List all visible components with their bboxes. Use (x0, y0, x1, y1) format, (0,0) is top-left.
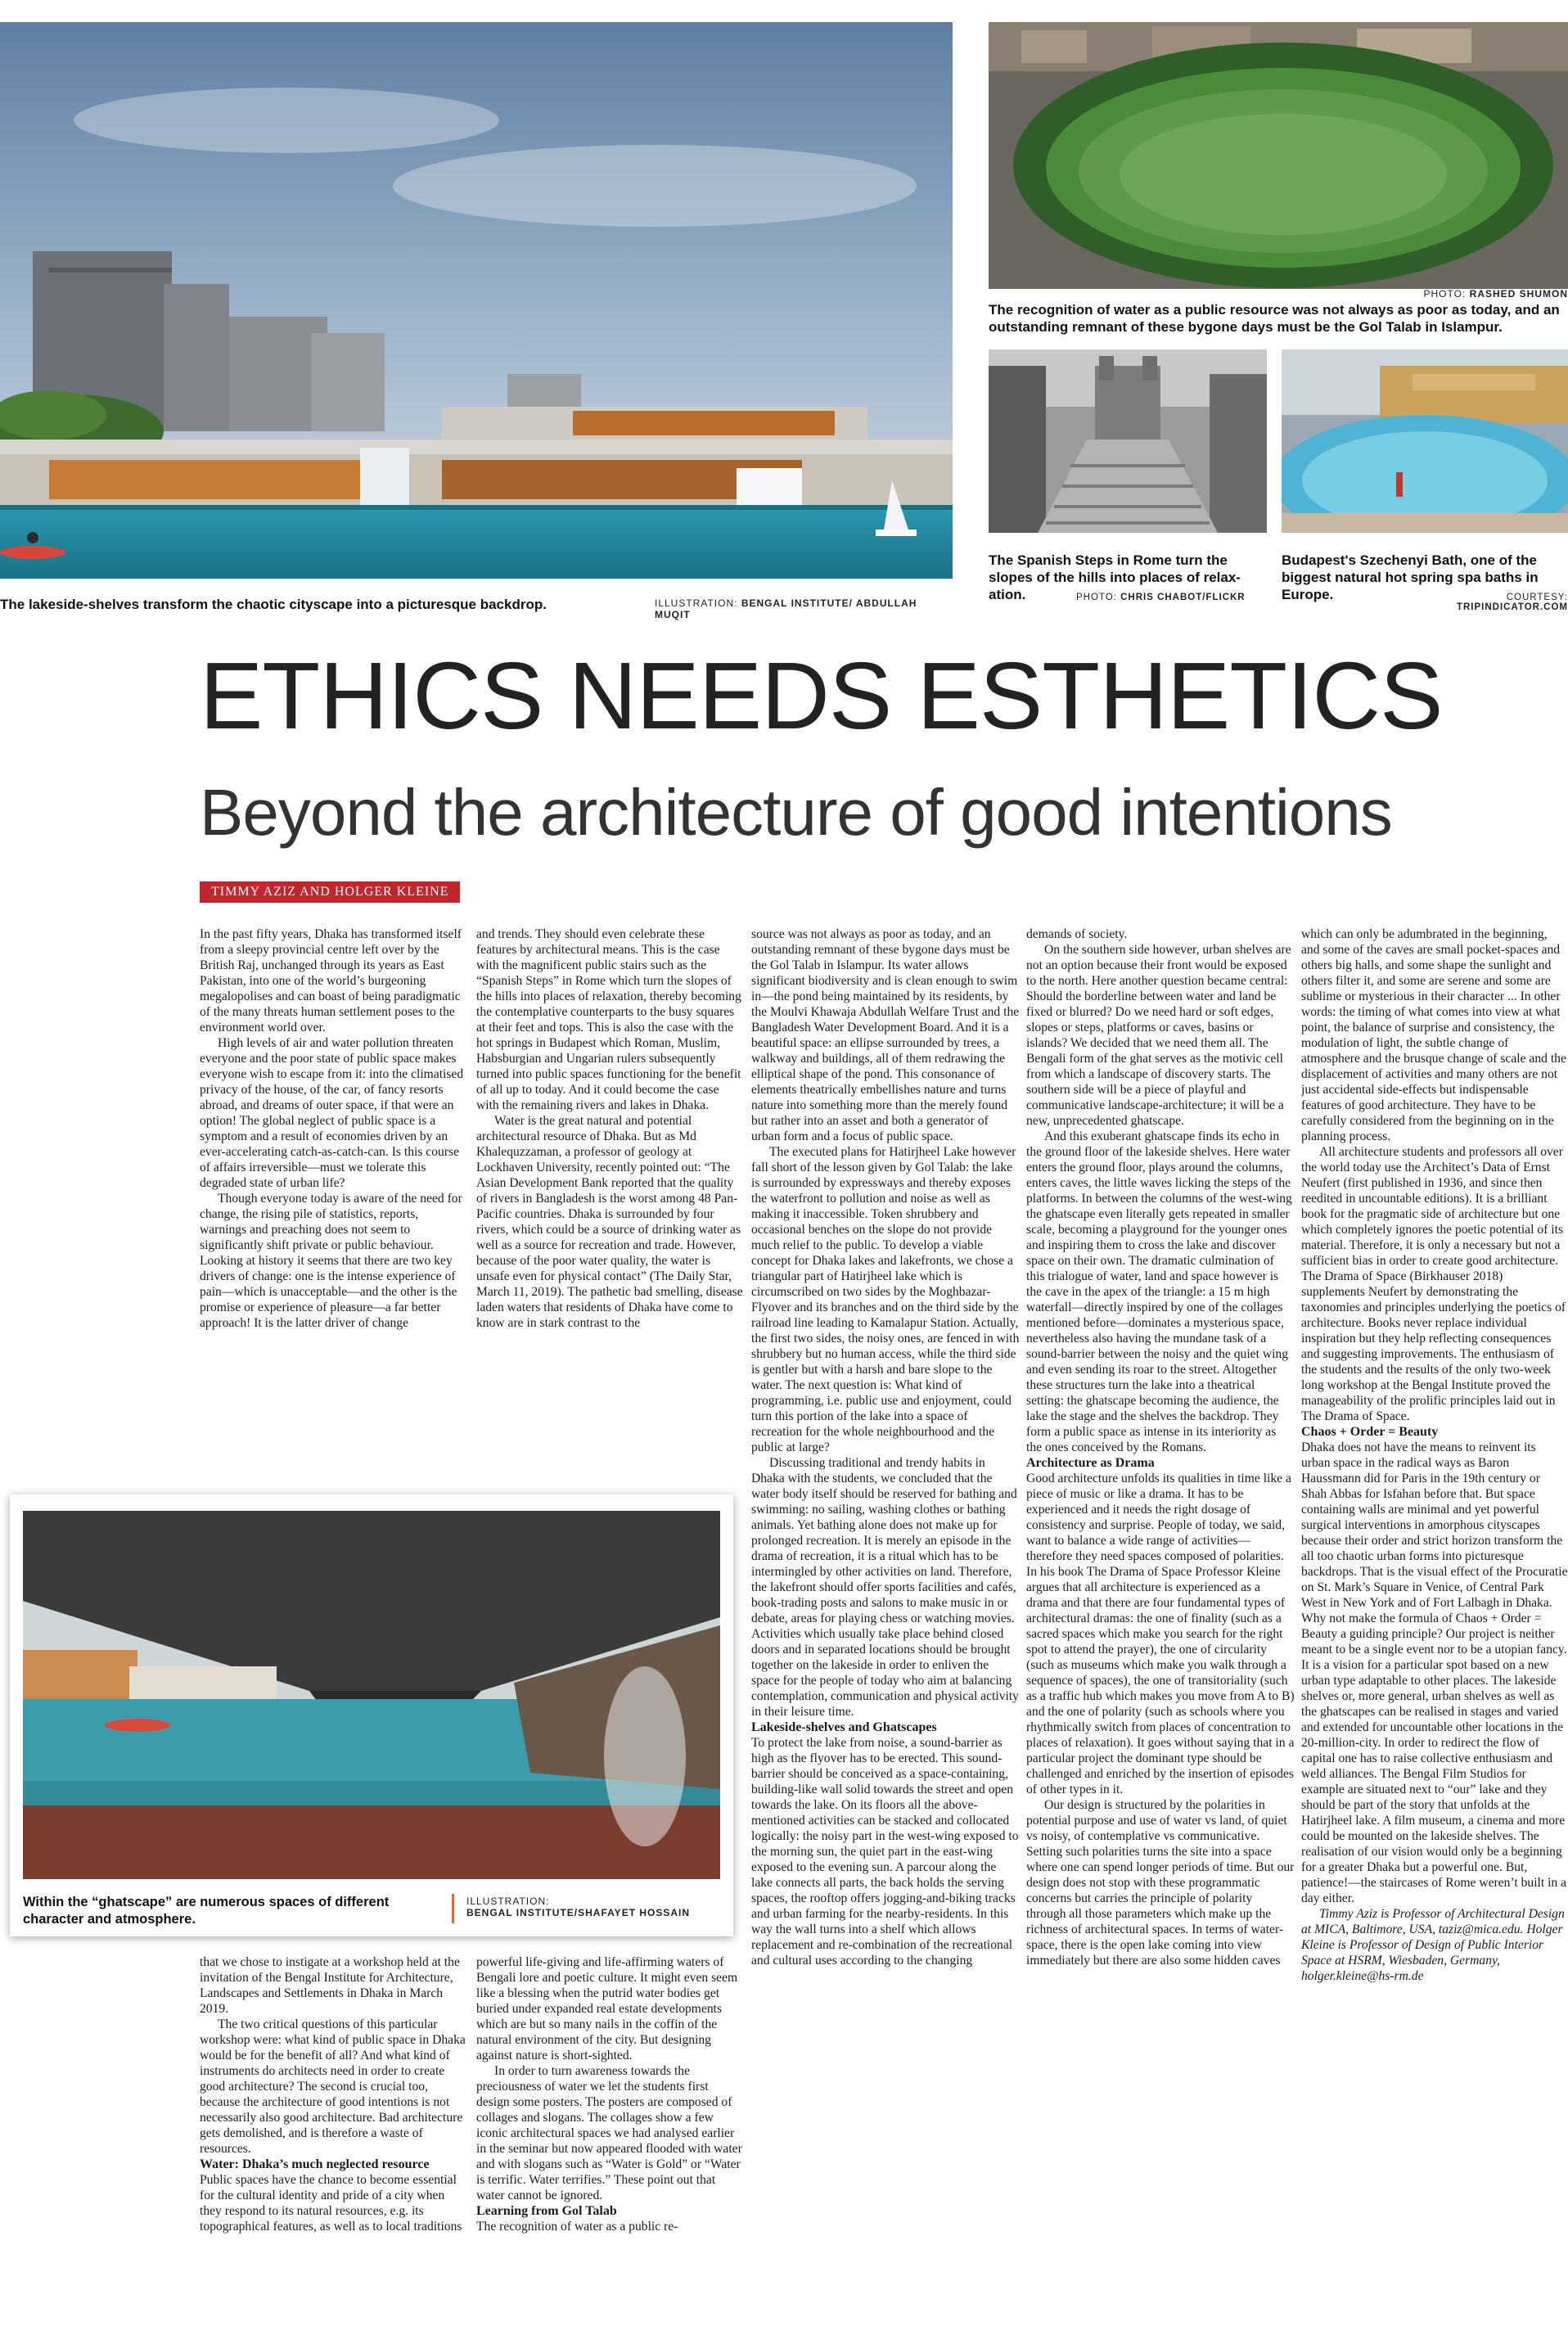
paragraph: Public spaces have the chance to become essential for the cultural identity and pride of a city when they respond to its natural resources, e.g. its topographical features, as well as to local traditions (200, 2173, 462, 2234)
ghatscape-credit (466, 1895, 728, 1918)
paragraph: which can only be adumbrated in the beginning, and some of the caves are small pocket-spaces and others big halls, and some shape the sunlight and others filter it, and some are serene and some are sublime or mysterious in their character ... In other words: the timing of what comes into view at what point, the balance of surprise and consistency, the modulation of light, the subtle change of atmosphere and the brusque change of scale and the displacement of activities and many others are not just accidental side-effects but indispensable features of good architecture. They have to be carefully considered from the beginning on in the planning process. (1301, 927, 1566, 1143)
byline: TIMMY AZIZ AND HOLGER KLEINE (200, 881, 460, 903)
column-1-top (200, 926, 468, 1485)
gol-talab-credit-label: PHOTO: (1423, 288, 1467, 300)
spanish-steps-scene (989, 349, 1267, 533)
lakeside-scene (0, 22, 953, 579)
paragraph: The executed plans for Hatirjheel Lake however fall short of the lesson given by Gol Talab: the lake is surrounded by expressways and thereby exposes the waterfront to pollution and noise as well as making it inaccessible. Token shrubbery and occasional benches on the slope do not provide much relief to the public. To develop a viable concept for Dhaka lakes and lakefronts, we chose a triangular part of Hatirjheel lake which is circumscribed on two sides by the Moghbazar-Flyover and its branches and on the third side by the railroad line leading to Kamalapur Station. Actually, the first two sides, the noisy ones, are fenced in with shrubbery but no human access, while the third side is gentler but with a harsh and bare slope to the water. The next question is: What kind of programming, i.e. public use and enjoyment, could turn this portion of the lake into a space of recreation for the whole neighbourhood and the public at large? (751, 1145, 1020, 1454)
paragraph: The recognition of water as a public re- (476, 2220, 678, 2234)
column-2-top (476, 926, 745, 1485)
column-1-bottom (200, 1954, 468, 2331)
subheading-architecture-as-drama: Architecture as Drama (1026, 1456, 1155, 1470)
gol-talab-photo (989, 22, 1568, 289)
author-bio: Timmy Aziz is Professor of Architectural Design at MICA, Baltimore, USA, taziz@mica.edu. Holger Kleine is Professor of Design of Public Interior Space at HSRM, Wiesbaden, Germany, holger.kleine@hs-rm.de (1301, 1907, 1565, 1983)
subheading-water: Water: Dhaka’s much neglected resource (200, 2157, 430, 2171)
subheadline: Beyond the architecture of good intentions (200, 776, 1392, 849)
lakeside-caption: The lakeside-shelves transform the chaotic cityscape into a picturesque backdrop. (0, 597, 547, 612)
caption-divider (452, 1894, 454, 1923)
subheading-gol-talab: Learning from Gol Talab (476, 2204, 617, 2218)
gol-talab-caption: The recognition of water as a public resource was not always as poor as today, and an outstanding remnant of these bygone days must be the Gol Talab in Islampur. (989, 302, 1560, 335)
paragraph: demands of society. (1026, 927, 1128, 941)
budapest-credit-name: TRIPINDICATOR.COM (1456, 602, 1568, 612)
budapest-bath-scene (1282, 349, 1568, 533)
lakeside-credit-name: BENGAL INSTITUTE/ ABDULLAH MUQIT (655, 597, 917, 620)
column-3 (751, 926, 1020, 2331)
gol-talab-credit (1391, 288, 1568, 300)
ghatscape-credit-name: BENGAL INSTITUTE/SHAFAYET HOSSAIN (466, 1907, 691, 1918)
spanish-steps-photo (989, 349, 1267, 533)
spanish-steps-credit-label: PHOTO: (1076, 593, 1117, 602)
spanish-steps-credit (1076, 593, 1273, 602)
lakeside-shelves-illustration (0, 22, 953, 579)
ghatscape-caption: Within the “ghatscape” are numerous spaces of different character and atmosphere. (23, 1895, 390, 1927)
lakeside-credit (655, 597, 953, 620)
spanish-steps-credit-name: CHRIS CHABOT/FLICKR (1120, 593, 1246, 602)
column-4 (1026, 926, 1295, 2331)
paragraph: High levels of air and water pollution threaten everyone and the poor state of public space makes everyone wish to escape from it: into the climatised privacy of the house, of the car, of fancy resorts abroad, and dreams of outer space, if that were an option! The global neglect of public space is a symptom and a result of economies driven by an ever-accelerating catch-as-catch-can. Is this course of affairs irreversible—must we tolerate this degraded state of urban life? (200, 1036, 464, 1190)
paragraph: Water is the great natural and potential architectural resource of Dhaka. But as Md Khalequzzaman, a professor of geology at Lockhaven University, recently pointed out: “The Asian Development Bank reported that the quality of rivers in Bangladesh is the worst among 48 Pan-Pacific countries. Dhaka is surrounded by four rivers, which could be a source of drinking water as well as a source for recreation and trade. However, because of the poor water quality, the water is unsafe even for physical contact” (The Daily Star, March 11, 2019). The pathetic bad smelling, disease laden waters that residents of Dhaka have come to know are in stark contrast to the (476, 1114, 743, 1330)
lakeside-credit-label: ILLUSTRATION: (655, 597, 738, 609)
ghatscape-illustration (23, 1511, 720, 1879)
paragraph: that we chose to instigate at a workshop held at the invitation of the Bengal Institute for Architecture, Landscapes and Settlements in Dhaka in March 2019. (200, 1955, 460, 2016)
paragraph: Good architecture unfolds its qualities in time like a piece of music or like a drama. It has to be experienced and it needs the right dosage of consistency and surprise. People of today, we said, want to balance a wide range of activities—therefore they need spaces composed of polarities. In his book The Drama of Space Professor Kleine argues that all architecture is experienced as a drama and that there are four fundamental types of architectural dramas: the one of finality (such as a sacred spaces which make you search for the right spot to attend the prayer), the one of circularity (such as museums which make you walk through a sequence of spaces), the one of transitoriality (such as a traffic hub which makes you move from A to B) and the one of polarity (such as schools where you rhythmically switch from places of concentration to places of relaxation). It goes without saying that in a particular project the dominant type should be challenged and enriched by the insertion of episodes of other types in it. (1026, 1472, 1295, 1796)
paragraph: In the past fifty years, Dhaka has transformed itself from a sleepy provincial centre left over by the British Raj, unchanged through its years as East Pakistan, into one of the world’s burgeoning megalopolises and can boast of being paradigmatic of the many threats human settlement poses to the environment world over. (200, 927, 462, 1035)
paragraph: Dhaka does not have the means to reinvent its urban space in the radical ways as Baron Haussmann did for Paris in the 19th century or Shah Abbas for Isfahan before that. But space containing walls are minimal and yet powerful surgical interventions in amorphous cityscapes because their order and strict horizon transform the all too chaotic urban forms into picturesque backdrops. That is the visual effect of the Procuratie on St. Mark’s Square in Venice, of Central Park West in New York and of Fort Lalbagh in Dhaka. Why not make the formula of Chaos + Order = Beauty a guiding principle? Our project is neither meant to be a single event nor to be a utopian fancy. It is a vision for a particular spot based on a new urban type adaptable to other places. The lakeside shelves or, more general, urban shelves as well as the ghatscapes can be realised in stages and varied and extended for uncountable other locations in the 20-million-city. In order to redirect the flow of capital one has to raise collective enthusiasm and weld alliances. The Bengal Film Studios for example are situated next to “our” lake and they should be part of the story that unfolds at the Hatirjheel lake. A film museum, a cinema and more could be mounted on the lakeside shelves. The realisation of our vision would only be a beginning for a greater Dhaka but a powerful one. But, patience!—the staircases of Rome weren’t built in a day either. (1301, 1440, 1568, 1905)
paragraph: On the southern side however, urban shelves are not an option because their front would be exposed to the north. Here another question became central: Should the borderline between water and land be fixed or blurred? Do we need hard or soft edges, slopes or steps, platforms or caves, basins or islands? We decided that we need them all. The Bengali form of the ghat serves as the motivic cell from which a landscape of discovery starts. The southern side will be a piece of playful and communicative landscape-architecture; it will be a new, unprecedented ghatscape. (1026, 943, 1291, 1128)
paragraph: and trends. They should even celebrate these features by architectural means. This is the case with the magnificent public stairs such as the “Spanish Steps” in Rome which turn the slopes of the hills into places of relaxation, thereby becoming the contemplative counterparts to the busy squares at their feet and tops. This is also the case with the hot springs in Budapest which Roman, Muslim, Habsburgian and Ungarian rulers subsequently turned into public spaces functioning for the benefit of all up to today. And it could become the case with the remaining rivers and lakes in Dhaka. (476, 927, 741, 1112)
paragraph: In order to turn awareness towards the preciousness of water we let the students first design some posters. The posters are composed of collages and slogans. The collages show a few iconic architectural spaces we had analysed earlier in the seminar but now appeared flooded with water and with slogans such as “Water is Gold” or “Water is terrific. Water terrifies.” These point out that water cannot be ignored. (476, 2064, 742, 2202)
spanish-steps-caption: The Spanish Steps in Rome turn the slopes of the hills into places of relax- ation. (989, 552, 1241, 602)
ghatscape-scene (23, 1511, 720, 1879)
subheading-chaos-order-beauty: Chaos + Order = Beauty (1301, 1425, 1439, 1439)
budapest-credit (1404, 593, 1568, 612)
budapest-credit-label: COURTESY: (1506, 593, 1568, 602)
paragraph: To protect the lake from noise, a sound-barrier as high as the flyover has to be erected. This sound-barrier should be conceived as a space-containing, building-like wall solid towards the street and open towards the lake. On its floors all the above-mentioned activities can be stacked and collocated logically: the noisy part in the west-wing exposed to the morning sun, the quiet part in the east-wing exposed to the evening sun. A parcour along the lake connects all parts, the back holds the serving spaces, the rooftop offers jogging-and-biking tracks and urban farming for the nearby-residents. In this way the wall turns into a shelf which allows replacement and re-combination of the recreational and cultural uses according to the changing (751, 1736, 1019, 1968)
gol-talab-scene (989, 22, 1568, 289)
ghatscape-credit-label: ILLUSTRATION: (466, 1895, 550, 1907)
paragraph: source was not always as poor as today, and an outstanding remnant of these bygone days must be the Gol Talab in Islampur. Its water allows significant biodiversity and is clean enough to swim in—the pond being maintained by its residents, by the Moulvi Khawaja Abdullah Welfare Trust and the Bangladesh Water Development Board. And it is a beautiful space: an ellipse surrounded by trees, a walkway and buildings, all of them redrawing the elliptical shape of the pond. This consonance of elements theatrically embellishes nature and turns nature into something more than the merely found but rather into an asset and both a generator of urban form and a focus of public space. (751, 927, 1020, 1143)
column-5 (1301, 926, 1568, 2331)
paragraph: And this exuberant ghatscape finds its echo in the ground floor of the lakeside shelves. Here water enters the ground floor, plays around the columns, enters caves, the little waves licking the steps of the platforms. In between the columns of the west-wing the ghatscape even literally gets repeated in smaller scale, becoming a playground for the younger ones and inspiring them to cross the lake and discover space on their own. The dramatic culmination of this trialogue of water, land and space however is the cave in the apex of the triangle: a 15 m high waterfall—directly inspired by one of the collages mentioned before—dominates a mysterious space, nevertheless also having the mundane task of a sound-barrier between the noisy and the quiet wing and even sending its roar to the street. Altogether these structures turn the lake into a theatrical setting: the ghatscape becoming the audience, the lake the stage and the shelves the backdrop. They form a public space as intense in its interiority as the ones conceived by the Romans. (1026, 1129, 1292, 1454)
column-2-bottom (476, 1954, 745, 2331)
paragraph: Our design is structured by the polarities in potential purpose and use of water vs land, of quiet vs noisy, of contemplative vs communicative. Setting such polarities turns the site into a space where one can spend longer periods of time. But our design does not stop with these programmatic concerns but carries the principle of polarity through all those parameters which make up the richness of architectural spaces. In terms of water-space, there is the open lake coming into view immediately but there are also some hidden caves (1026, 1798, 1295, 1968)
paragraph: All architecture students and professors all over the world today use the Architect’s Data of Ernst Neufert (first published in 1936, and since then reedited in uncountable editions). It is a brilliant book for the pragmatic side of architecture but one which completely ignores the poetic potential of its material. Therefore, it is only a necessary but not a sufficient bias in order to create good architecture. The Drama of Space (Birkhauser 2018) supplements Neufert by demonstrating the taxonomies and principles underlying the poetics of architecture. Books never replace individual inspiration but they help reflecting consequences and suggesting improvements. The enthusiasm of the students and the results of the only two-week long workshop at the Bengal Institute proved the manageability of the prolific principles laid out in The Drama of Space. (1301, 1145, 1566, 1423)
gol-talab-credit-name: RASHED SHUMON (1469, 288, 1568, 300)
budapest-bath-photo (1282, 349, 1568, 533)
headline: ETHICS NEEDS ESTHETICS (200, 642, 1443, 749)
ghatscape-inset (10, 1494, 733, 1936)
budapest-caption: Budapest's Szechenyi Bath, one of the biggest natural hot spring spa baths in Europe. (1282, 552, 1539, 602)
subheading-lakeside-shelves: Lakeside-shelves and Ghatscapes (751, 1720, 937, 1734)
paragraph: powerful life-giving and life-affirming waters of Bengali lore and poetic culture. It might even seem like a blessing when the putrid water bodies get buried under expanded real estate developments which are but so many nails in the coffin of the natural environment of the city. But designing against nature is short-sighted. (476, 1955, 738, 2062)
paragraph: Discussing traditional and trendy habits in Dhaka with the students, we concluded that the water body itself should be reserved for bathing and swimming: no sailing, washing clothes or bathing animals. Yet bathing alone does not make up for prolonged recreation. It is merely an episode in the drama of recreation, it is a ritual which has to be intermingled by other activities on land. Therefore, the lakefront should offer sports facilities and cafés, book-trading posts and salons to make music in or debate, areas for playing chess or watching movies. Activities which usually take place behind closed doors and in separated locations should be brought together on the lakeside in order to enliven the space for the people of today who aim at balancing contemplation, communication and physical activity in their leisure time. (751, 1456, 1019, 1719)
paragraph: Though everyone today is aware of the need for change, the rising pile of statistics, reports, warnings and preaching does not seem to significantly shift private or public behaviour. Looking at history it seems that there are two key drivers of change: one is the intense experience of pain—which is unacceptable—and the other is the promise or experience of pleasure—a far better approach! It is the latter driver of change (200, 1192, 462, 1330)
paragraph: The two critical questions of this particular workshop were: what kind of public space in Dhaka would be for the benefit of all? And what kind of instruments do architects need in order to create good architecture? The second is crucial too, because the architecture of good intentions is not necessarily also good architecture. Bad architecture gets demolished, and is therefore a waste of resources. (200, 2017, 466, 2156)
